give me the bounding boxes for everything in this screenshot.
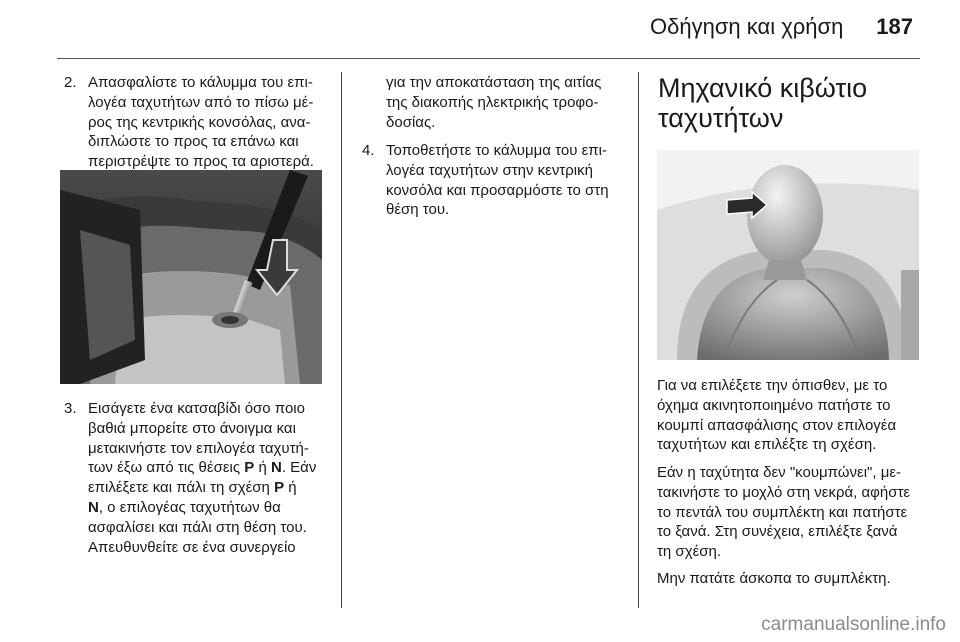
- text-line: [88, 498, 316, 518]
- text-line: Εάν η ταχύτητα δεν "κουμπώνει", με-: [657, 464, 902, 481]
- text-line: Απασφαλίστε το κάλυμμα του επι-: [88, 74, 313, 91]
- text-line: [88, 458, 316, 478]
- gear-p: P: [244, 459, 255, 477]
- step-number: 2.: [64, 74, 77, 91]
- text-line: λογέα ταχυτήτων στην κεντρική: [386, 161, 593, 179]
- text-line: το πεντάλ του συμπλέκτη και πατήστε: [657, 503, 908, 521]
- text-run: ή: [254, 459, 271, 477]
- text-line: θέση του.: [386, 201, 450, 219]
- watermark: carmanualsonline.info: [761, 614, 946, 635]
- text-run: . Εάν: [281, 459, 317, 477]
- figure-gear-lever: [657, 150, 919, 360]
- text-line: Εισάγετε ένα κατσαβίδι όσο ποιο: [88, 400, 305, 417]
- paragraph-gear-engage: [657, 463, 927, 562]
- text-line: Τοποθετήστε το κάλυμμα του επι-: [386, 142, 607, 159]
- paragraph-clutch: [657, 569, 927, 589]
- text-line: κουμπί απασφάλισης στον επιλογέα: [657, 416, 897, 434]
- heading-line: ταχυτήτων: [658, 103, 784, 133]
- step-number: 4.: [362, 142, 375, 159]
- figure-console-screwdriver: [60, 170, 322, 384]
- text-run: , ο επιλογέας ταχυτήτων θα: [98, 498, 281, 516]
- text-line: ρος της κεντρικής κονσόλας, ανα-: [88, 113, 311, 131]
- gear-n: N: [270, 459, 282, 477]
- console-illustration: [60, 170, 322, 384]
- text-line: για την αποκατάσταση της αιτίας: [386, 74, 602, 91]
- text-line: [88, 478, 316, 498]
- heading-line: Μηχανικό κιβώτιο: [658, 73, 868, 103]
- text-line: Για να επιλέξετε την όπισθεν, με το: [657, 377, 888, 394]
- text-line: διπλώστε το προς τα επάνω και: [88, 133, 299, 151]
- text-line: τακινήστε το μοχλό στη νεκρά, αφήστε: [657, 483, 911, 501]
- text-line: όχημα ακινητοποιημένο πατήστε το: [657, 396, 891, 414]
- section-heading: [658, 73, 918, 133]
- step-text: [386, 141, 609, 220]
- text-line: Μην πατάτε άσκοπα το συμπλέκτη.: [657, 570, 891, 587]
- gear-p: P: [274, 479, 285, 497]
- step-number: 3.: [64, 400, 77, 417]
- text-line: λογέα ταχυτήτων από το πίσω μέ-: [88, 93, 314, 111]
- text-line: ασφαλίσει και πάλι στη θέση του.: [88, 518, 307, 536]
- paragraph-reverse-gear: [657, 376, 927, 455]
- running-header-title: Οδήγηση και χρήση: [650, 14, 844, 39]
- text-run: ή: [284, 479, 297, 497]
- text-line: βαθιά μπορείτε στο άνοιγμα και: [88, 419, 296, 437]
- column-divider: [638, 72, 639, 608]
- step-text: [88, 73, 314, 172]
- text-line: τη σχέση.: [657, 543, 722, 561]
- text-line: μετακινήστε τον επιλογέα ταχυτή-: [88, 439, 309, 457]
- gear-n: N: [88, 498, 99, 516]
- page-number: 187: [876, 14, 913, 39]
- step-3-continuation: [386, 73, 631, 132]
- text-run: των έξω από τις θέσεις: [88, 459, 245, 477]
- column-divider: [341, 72, 342, 608]
- text-line: δοσίας.: [386, 113, 436, 131]
- text-line: κονσόλα και προσαρμόστε το στη: [386, 181, 609, 199]
- text-line: το ξανά. Στη συνέχεια, επιλέξτε ξανά: [657, 523, 898, 541]
- text-run: επιλέξετε και πάλι τη σχέση: [88, 479, 275, 497]
- header-rule: [57, 58, 920, 59]
- text-line: της διακοπής ηλεκτρικής τροφο-: [386, 93, 599, 111]
- text-line: ταχυτήτων και επιλέξτε τη σχέση.: [657, 436, 877, 454]
- gear-lever-illustration: [657, 150, 919, 360]
- text-line: περιστρέψτε το προς τα αριστερά.: [88, 153, 314, 171]
- text-line: Απευθυνθείτε σε ένα συνεργείο: [88, 538, 296, 556]
- step-text: [88, 399, 316, 557]
